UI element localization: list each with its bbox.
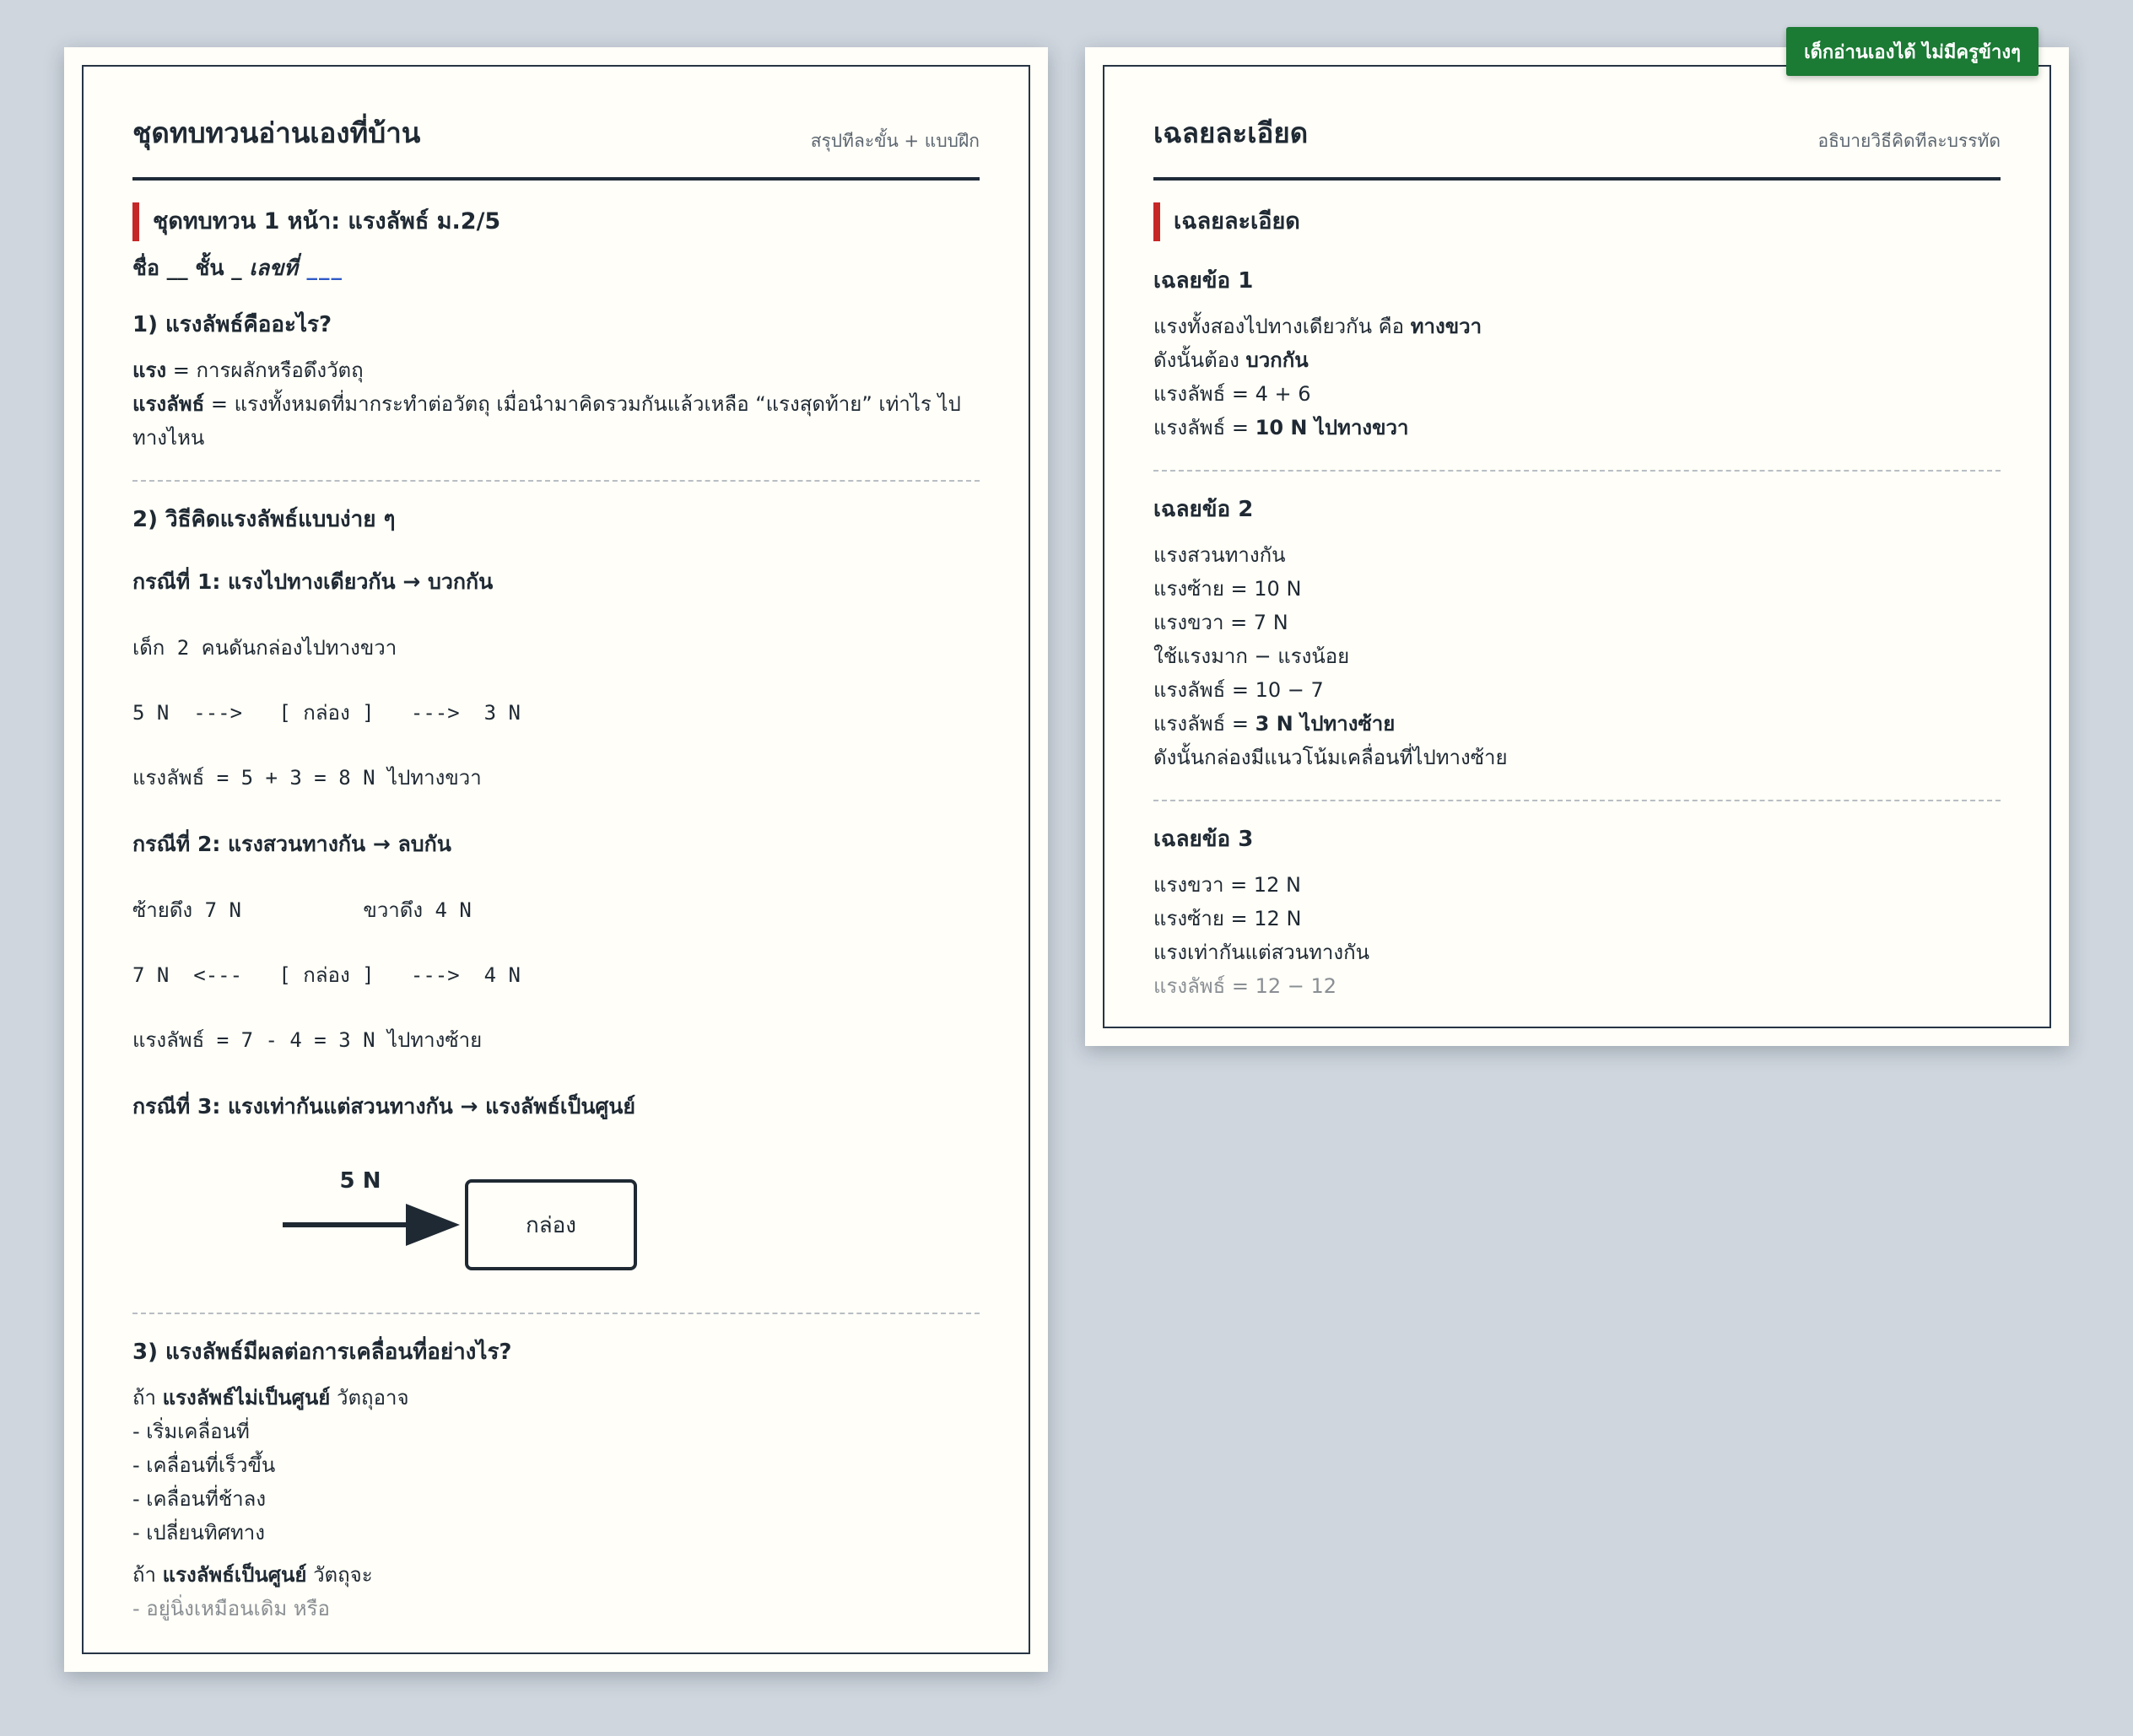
page-title: ชุดทบทวนอ่านเองที่บ้าน bbox=[132, 116, 421, 149]
answer-page bbox=[1085, 47, 2069, 1046]
effect-item: - เคลื่อนที่ช้าลง bbox=[132, 1487, 267, 1511]
number-blank: ___ bbox=[297, 256, 344, 280]
worksheet-content bbox=[132, 111, 980, 1625]
answer-2-body bbox=[1153, 538, 2001, 774]
answer-1-body bbox=[1153, 310, 2001, 445]
answer-line bbox=[1153, 707, 2001, 741]
net-force-term: แรงลัพธ์ bbox=[132, 392, 205, 416]
answer-text: ดังนั้นต้อง bbox=[1153, 348, 1246, 372]
box-label: กล่อง bbox=[526, 1213, 576, 1238]
net-force-def-text: = แรงทั้งหมดที่มากระทำต่อวัตถุ เมื่อนำมาคิดรวมกันแล้วเหลือ “แรงสุดท้าย” เท่าไร ไปทางไหน bbox=[132, 392, 961, 450]
answer-line: ใช้แรงมาก − แรงน้อย bbox=[1153, 644, 1350, 668]
question-2-title: 2) วิธีคิดแรงลัพธ์แบบง่าย ๆ bbox=[132, 507, 396, 532]
page-header bbox=[1153, 111, 2001, 181]
zero-pre: ถ้า bbox=[132, 1563, 163, 1587]
case-1-line-1: เด็ก 2 คนดันกล่องไปทางขวา bbox=[132, 636, 397, 660]
case-2-title: กรณีที่ 2: แรงสวนทางกัน → ลบกัน bbox=[132, 832, 451, 856]
answer-line bbox=[1153, 310, 2001, 343]
case-3-title: กรณีที่ 3: แรงเท่ากันแต่สวนทางกัน → แรงลัพธ์เป็นศูนย์ bbox=[132, 1094, 636, 1119]
answer-line: แรงขวา = 12 N bbox=[1153, 873, 1301, 897]
case-1-title: กรณีที่ 1: แรงไปทางเดียวกัน → บวกกัน bbox=[132, 569, 494, 594]
question-3-body bbox=[132, 1381, 980, 1625]
answer-emphasis: 10 N ไปทางขวา bbox=[1255, 416, 1409, 439]
effect-item: - เปลี่ยนทิศทาง bbox=[132, 1521, 265, 1545]
force-arrow-head bbox=[406, 1204, 460, 1246]
page-border bbox=[1103, 65, 2051, 1028]
answer-text: แรงลัพธ์ = bbox=[1153, 416, 1256, 439]
case-1-line-2: 5 N ---> [ กล่อง ] ---> 3 N bbox=[132, 701, 521, 725]
question-3-title: 3) แรงลัพธ์มีผลต่อการเคลื่อนที่อย่างไร? bbox=[132, 1340, 512, 1365]
arrow-force-label: 5 N bbox=[339, 1168, 381, 1194]
nonzero-condition bbox=[132, 1381, 980, 1415]
zero-post: วัตถุจะ bbox=[306, 1563, 373, 1587]
nonzero-term: แรงลัพธ์ไม่เป็นศูนย์ bbox=[162, 1386, 331, 1410]
net-force-definition bbox=[132, 387, 980, 455]
case-1-line-3: แรงลัพธ์ = 5 + 3 = 8 N ไปทางขวา bbox=[132, 766, 482, 790]
page-subtitle: สรุปทีละขั้น + แบบฝึก bbox=[810, 131, 980, 151]
zero-condition bbox=[132, 1558, 980, 1592]
name-class-blank: ชื่อ __ ชั้น _ bbox=[132, 256, 250, 280]
answer-2-title: เฉลยข้อ 2 bbox=[1153, 497, 1254, 522]
answer-line: แรงสวนทางกัน bbox=[1153, 543, 1286, 567]
answer-line: แรงเท่ากันแต่สวนทางกัน bbox=[1153, 941, 1370, 964]
answer-emphasis: บวกกัน bbox=[1245, 348, 1309, 372]
case-2-line-1: ซ้ายดึง 7 N ขวาดึง 4 N bbox=[132, 898, 472, 922]
student-info-line bbox=[132, 251, 980, 285]
section-heading: ชุดทบทวน 1 หน้า: แรงลัพธ์ ม.2/5 bbox=[132, 202, 980, 241]
force-diagram bbox=[283, 1166, 980, 1279]
page-header bbox=[132, 111, 980, 181]
number-label: เลขที่ bbox=[249, 256, 298, 280]
answer-line: แรงลัพธ์ = 12 − 12 bbox=[1153, 974, 1337, 998]
answer-1-title: เฉลยข้อ 1 bbox=[1153, 268, 1254, 294]
answer-line: แรงลัพธ์ = 10 − 7 bbox=[1153, 678, 1324, 702]
answer-3-title: เฉลยข้อ 3 bbox=[1153, 827, 1254, 852]
self-study-badge: เด็กอ่านเองได้ ไม่มีครูข้างๆ bbox=[1786, 27, 2038, 76]
section-divider bbox=[1153, 800, 2001, 801]
answer-emphasis: ทางขวา bbox=[1410, 315, 1482, 338]
answer-line: ดังนั้นกล่องมีแนวโน้มเคลื่อนที่ไปทางซ้าย bbox=[1153, 746, 1508, 769]
answer-line: แรงซ้าย = 12 N bbox=[1153, 907, 1302, 930]
answer-text: แรงทั้งสองไปทางเดียวกัน คือ bbox=[1153, 315, 1411, 338]
nonzero-pre: ถ้า bbox=[132, 1386, 163, 1410]
force-diagram-svg bbox=[283, 1166, 671, 1275]
answer-line: แรงซ้าย = 10 N bbox=[1153, 577, 1302, 601]
case-2-line-2: 7 N <--- [ กล่อง ] ---> 4 N bbox=[132, 963, 521, 987]
section-divider bbox=[1153, 470, 2001, 472]
section-divider bbox=[132, 1313, 980, 1314]
zero-term: แรงลัพธ์เป็นศูนย์ bbox=[162, 1563, 307, 1587]
worksheet-page bbox=[64, 47, 1048, 1672]
page-title: เฉลยละเอียด bbox=[1153, 116, 1309, 149]
question-1-body bbox=[132, 353, 980, 455]
section-divider bbox=[132, 480, 980, 482]
force-def-text: = การผลักหรือดึงวัตถุ bbox=[166, 359, 364, 382]
answer-emphasis: 3 N ไปทางซ้าย bbox=[1255, 712, 1396, 736]
case-2-line-3: แรงลัพธ์ = 7 - 4 = 3 N ไปทางซ้าย bbox=[132, 1028, 483, 1052]
force-term: แรง bbox=[132, 359, 167, 382]
answer-line bbox=[1153, 411, 2001, 445]
answer-line: แรงขวา = 7 N bbox=[1153, 611, 1288, 634]
page-subtitle: อธิบายวิธีคิดทีละบรรทัด bbox=[1817, 131, 2001, 151]
question-1-title: 1) แรงลัพธ์คืออะไร? bbox=[132, 312, 332, 337]
page-border bbox=[82, 65, 1030, 1654]
section-heading: เฉลยละเอียด bbox=[1153, 202, 2001, 241]
zero-effect-item: - อยู่นิ่งเหมือนเดิม หรือ bbox=[132, 1597, 330, 1620]
nonzero-post: วัตถุอาจ bbox=[330, 1386, 409, 1410]
answer-content bbox=[1153, 111, 2001, 1003]
answer-3-body bbox=[1153, 868, 2001, 1003]
effect-item: - เริ่มเคลื่อนที่ bbox=[132, 1420, 250, 1443]
answer-line: แรงลัพธ์ = 4 + 6 bbox=[1153, 382, 1311, 406]
answer-text: แรงลัพธ์ = bbox=[1153, 712, 1256, 736]
force-definition bbox=[132, 353, 980, 387]
effect-item: - เคลื่อนที่เร็วขึ้น bbox=[132, 1453, 276, 1477]
answer-line bbox=[1153, 343, 2001, 377]
